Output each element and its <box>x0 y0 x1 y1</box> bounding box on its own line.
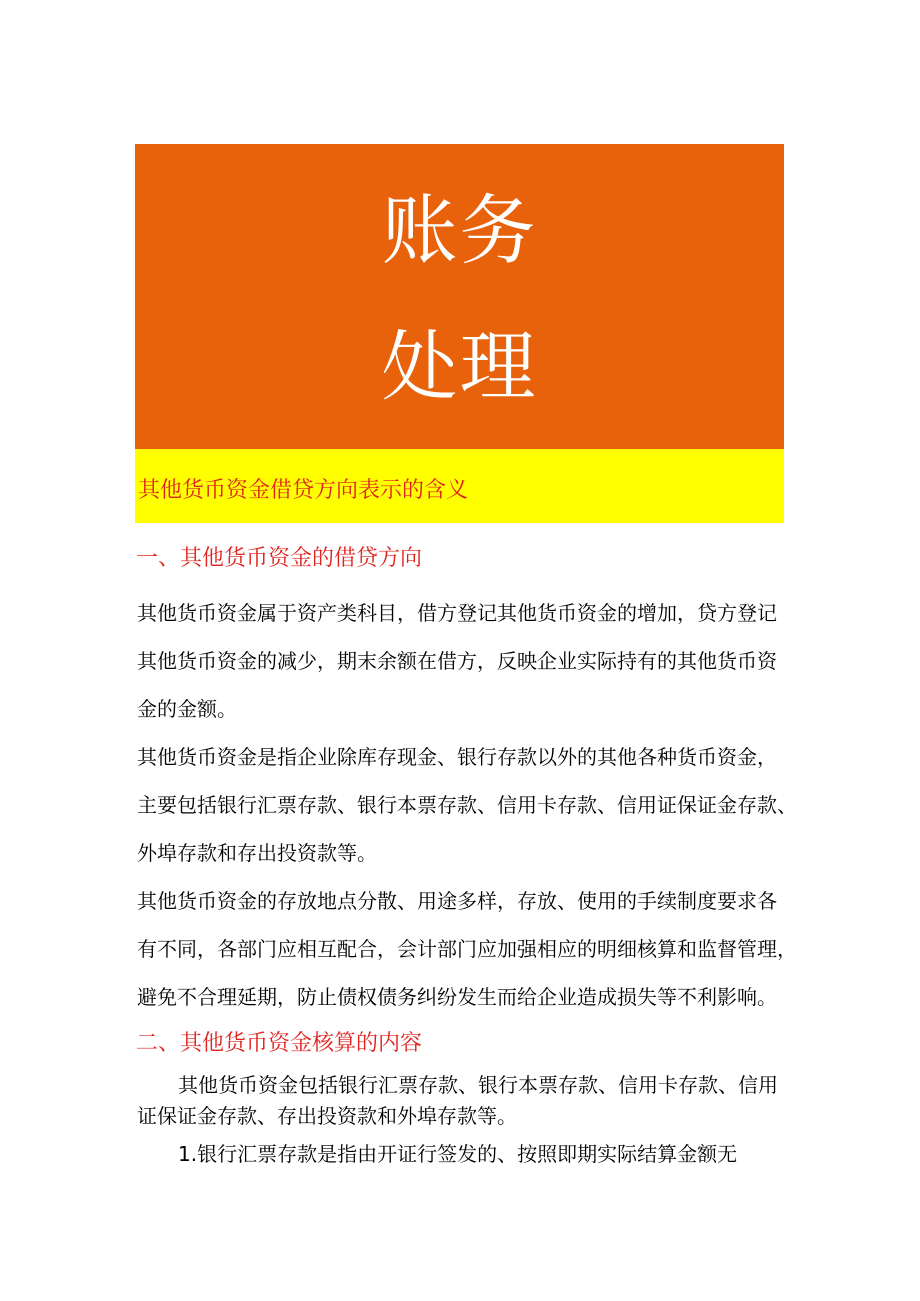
section-2-para-line-1: 其他货币资金包括银行汇票存款、银行本票存款、信用卡存款、信用 <box>178 1073 778 1097</box>
section-1-para-2-line-3: 外埠存款和存出投资款等。 <box>137 841 377 865</box>
banner-title-line-1: 账务 <box>381 186 538 275</box>
section-1-para-1-line-2: 其他货币资金的减少，期末余额在借方，反映企业实际持有的其他货币资 <box>137 649 777 673</box>
subtitle-text: 其他货币资金借贷方向表示的含义 <box>138 478 469 503</box>
subtitle-bar <box>135 449 784 523</box>
title-banner <box>135 144 784 449</box>
section-1-heading: 一、其他货币资金的借贷方向 <box>136 546 423 571</box>
section-2-heading: 二、其他货币资金核算的内容 <box>136 1031 423 1056</box>
section-2-item-1: 1.银行汇票存款是指由开证行签发的、按照即期实际结算金额无 <box>178 1142 738 1166</box>
section-1-para-3-line-3: 避免不合理延期，防止债权债务纠纷发生而给企业造成损失等不利影响。 <box>137 985 777 1009</box>
banner-title-line-2: 处理 <box>381 322 538 411</box>
section-1-para-3-line-2: 有不同，各部门应相互配合，会计部门应加强相应的明细核算和监督管理， <box>137 937 797 961</box>
section-1-para-1-line-3: 金的金额。 <box>137 697 237 721</box>
section-1-para-2-line-2: 主要包括银行汇票存款、银行本票存款、信用卡存款、信用证保证金存款、 <box>137 793 797 817</box>
section-1-para-1-line-1: 其他货币资金属于资产类科目，借方登记其他货币资金的增加，贷方登记 <box>137 601 777 625</box>
section-2-para-line-2: 证保证金存款、存出投资款和外埠存款等。 <box>137 1104 517 1128</box>
section-1-para-2-line-1: 其他货币资金是指企业除库存现金、银行存款以外的其他各种货币资金， <box>137 745 777 769</box>
section-1-para-3-line-1: 其他货币资金的存放地点分散、用途多样，存放、使用的手续制度要求各 <box>137 889 777 913</box>
